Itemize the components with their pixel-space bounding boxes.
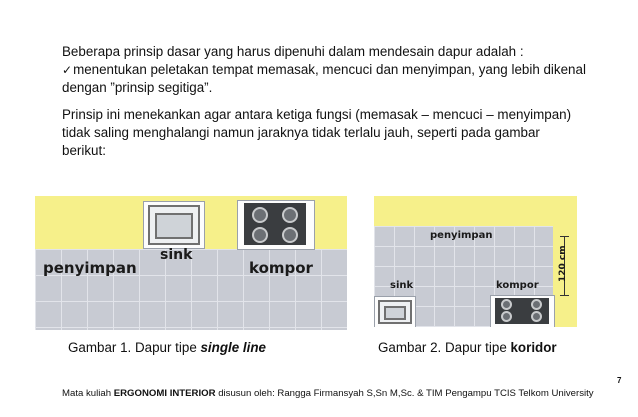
figure-single-line-kitchen	[35, 196, 347, 330]
checkmark-icon: ✓	[62, 63, 73, 77]
caption-prefix: Gambar 2. Dapur tipe	[378, 340, 511, 355]
sink-counter	[374, 296, 416, 327]
stove-counter	[490, 295, 555, 327]
burner	[501, 311, 512, 322]
burner	[531, 299, 542, 310]
bullet-text: menentukan peletakan tempat memasak, mencuci dan menyimpan, yang lebih dikenal	[73, 62, 586, 77]
dimension-tick	[560, 236, 569, 237]
footer-credit	[62, 388, 594, 399]
figure-corridor-kitchen	[374, 196, 577, 327]
label-sink: sink	[160, 247, 193, 263]
bullet-item	[62, 61, 622, 79]
sink-counter	[143, 201, 205, 249]
caption-figure-2	[378, 340, 557, 355]
stove-illustration	[244, 203, 306, 245]
page-number: 7	[617, 376, 622, 385]
dimension-label: 120 cm	[558, 245, 568, 282]
burner	[252, 207, 268, 223]
counter-band	[374, 196, 577, 226]
label-storage: penyimpan	[43, 259, 137, 277]
stove-counter	[237, 200, 315, 250]
label-stove: kompor	[496, 280, 539, 291]
burner	[501, 299, 512, 310]
sink-basin	[155, 213, 193, 239]
footer-suffix: disusun oleh: Rangga Firmansyah S,Sn M,Sc. & TIM Pengampu TCIS Telkom University	[215, 388, 594, 399]
label-sink: sink	[390, 280, 414, 291]
dimension-tick	[560, 295, 569, 296]
footer-course: ERGONOMI INTERIOR	[113, 388, 216, 399]
sink-basin	[384, 306, 406, 320]
caption-emphasis: koridor	[510, 340, 557, 355]
burner	[252, 227, 268, 243]
caption-prefix: Gambar 1. Dapur tipe	[68, 340, 201, 355]
bullet-text-continued: dengan ”prinsip segitiga”.	[62, 80, 213, 95]
label-storage: penyimpan	[430, 230, 493, 241]
sink-illustration	[148, 205, 200, 245]
principle-line-1: Prinsip ini menekankan agar antara ketiga fungsi (memasak – mencuci – menyimpan)	[62, 107, 572, 122]
sink-illustration	[378, 300, 412, 324]
caption-emphasis: single line	[200, 340, 266, 355]
burner	[282, 227, 298, 243]
intro-line: Beberapa prinsip dasar yang harus dipenuhi dalam mendesain dapur adalah :	[62, 44, 524, 59]
intro-paragraph	[62, 43, 622, 97]
burner	[531, 311, 542, 322]
footer-prefix: Mata kuliah	[62, 388, 114, 399]
principle-line-2: tidak saling menghalangi namun jaraknya tidak terlalu jauh, seperti pada gambar	[62, 125, 540, 140]
caption-figure-1	[68, 340, 266, 355]
principle-paragraph	[62, 106, 622, 160]
stove-illustration	[495, 298, 549, 324]
label-stove: kompor	[249, 259, 313, 277]
burner	[282, 207, 298, 223]
principle-line-3: berikut:	[62, 143, 106, 158]
